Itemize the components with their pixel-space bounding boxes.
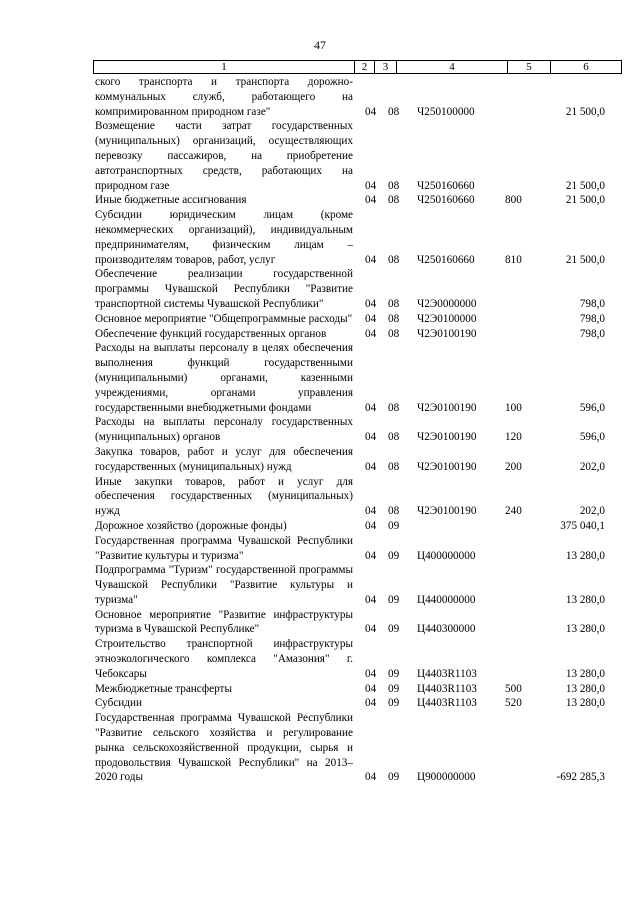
row-description: Межбюджетные трансферты xyxy=(95,682,232,695)
table-row xyxy=(95,75,625,119)
row-description: Обеспечение функций государственных органов xyxy=(95,327,327,340)
row-section: 04 xyxy=(365,623,377,636)
row-section: 04 xyxy=(365,312,377,325)
row-subsection: 09 xyxy=(388,623,400,636)
row-section: 04 xyxy=(365,105,377,118)
table-row xyxy=(95,475,625,519)
row-expense-type: 500 xyxy=(505,682,522,695)
table-row xyxy=(95,696,625,711)
row-target-article: Ц400000000 xyxy=(417,549,476,562)
row-section: 04 xyxy=(365,771,377,784)
table-row xyxy=(95,519,625,534)
table-row xyxy=(95,327,625,342)
row-description: Дорожное хозяйство (дорожные фонды) xyxy=(95,519,287,532)
row-description: Обеспечение реализации государственной программы Чувашской Республики "Развитие транспортной системы Чувашской Республики" xyxy=(95,268,353,310)
row-subsection: 09 xyxy=(388,697,400,710)
row-subsection: 08 xyxy=(388,431,400,444)
table-row xyxy=(95,534,625,564)
page-number: 47 xyxy=(314,38,326,52)
row-section: 04 xyxy=(365,460,377,473)
table-header xyxy=(93,60,622,74)
row-target-article: Ч250160660 xyxy=(417,179,475,192)
row-description: Субсидии юридическим лицам (кроме некоммерческих организаций), индивидуальным предпринимателям, физическим лицам – производителям товаров, работ, услуг xyxy=(95,209,353,266)
row-description: Субсидии xyxy=(95,697,142,710)
row-subsection: 08 xyxy=(388,505,400,518)
row-target-article: Ч2Э0100190 xyxy=(417,505,477,518)
row-expense-type: 800 xyxy=(505,194,522,207)
row-subsection: 08 xyxy=(388,327,400,340)
row-section: 04 xyxy=(365,401,377,414)
row-amount: 13 280,0 xyxy=(565,697,605,710)
row-amount: -692 285,3 xyxy=(556,771,605,784)
row-amount: 375 040,1 xyxy=(560,519,605,532)
row-amount: 202,0 xyxy=(579,460,605,473)
row-subsection: 08 xyxy=(388,194,400,207)
row-target-article: Ц440000000 xyxy=(417,593,476,606)
row-target-article: Ч2Э0100190 xyxy=(417,327,477,340)
row-target-article: Ч2Э0100000 xyxy=(417,312,477,325)
row-amount: 13 280,0 xyxy=(565,682,605,695)
row-amount: 21 500,0 xyxy=(565,179,605,192)
row-expense-type: 200 xyxy=(505,460,522,473)
row-amount: 798,0 xyxy=(579,327,605,340)
row-subsection: 08 xyxy=(388,297,400,310)
table-row xyxy=(95,415,625,445)
row-section: 04 xyxy=(365,593,377,606)
row-amount: 596,0 xyxy=(579,401,605,414)
table-row xyxy=(95,267,625,311)
row-section: 04 xyxy=(365,667,377,680)
row-amount: 202,0 xyxy=(579,505,605,518)
row-description: Расходы на выплаты персоналу государственных (муниципальных) органов xyxy=(95,416,353,444)
row-section: 04 xyxy=(365,431,377,444)
row-section: 04 xyxy=(365,253,377,266)
row-subsection: 08 xyxy=(388,179,400,192)
header-col-6: 6 xyxy=(583,61,589,73)
row-amount: 21 500,0 xyxy=(565,105,605,118)
row-target-article: Ц4403R1103 xyxy=(417,697,477,710)
row-description: Возмещение части затрат государственных (муниципальных) организаций, осуществляющих перевозку пассажиров, на приобретение автотранспортных средств, работающих на природном газе xyxy=(95,120,353,192)
row-target-article: Ч2Э0100190 xyxy=(417,460,477,473)
row-subsection: 09 xyxy=(388,771,400,784)
row-amount: 13 280,0 xyxy=(565,623,605,636)
table-row xyxy=(95,445,625,475)
header-col-2: 2 xyxy=(355,61,375,73)
row-expense-type: 100 xyxy=(505,401,522,414)
row-section: 04 xyxy=(365,697,377,710)
row-subsection: 08 xyxy=(388,253,400,266)
row-section: 04 xyxy=(365,549,377,562)
row-amount: 21 500,0 xyxy=(565,194,605,207)
row-description: Иные закупки товаров, работ и услуг для обеспечения государственных (муниципальных) нужд xyxy=(95,475,353,518)
row-expense-type: 240 xyxy=(505,505,522,518)
row-description: Государственная программа Чувашской Республики "Развитие сельского хозяйства и регулирование рынка сельскохозяйственной продукции, сырья и продовольствия Чувашской Республики" на 2013–2020 годы xyxy=(95,712,353,784)
table-body xyxy=(95,75,625,785)
row-amount: 21 500,0 xyxy=(565,253,605,266)
row-section: 04 xyxy=(365,505,377,518)
row-section: 04 xyxy=(365,327,377,340)
row-amount: 596,0 xyxy=(579,431,605,444)
row-amount: 13 280,0 xyxy=(565,667,605,680)
row-target-article: Ч250160660 xyxy=(417,194,475,207)
row-amount: 798,0 xyxy=(579,297,605,310)
row-expense-type: 810 xyxy=(505,253,522,266)
header-col-3: 3 xyxy=(375,61,397,73)
row-description: Расходы на выплаты персоналу в целях обеспечения выполнения функций государственными (муниципальными) органами, казенными учреждениями, органами управления государственными внебюджетными фондами xyxy=(95,342,353,414)
row-description: Строительство транспортной инфраструктуры этноэкологического комплекса "Амазония" г. Чебоксары xyxy=(95,638,353,680)
header-col-4: 4 xyxy=(397,61,508,73)
header-col-1: 1 xyxy=(94,61,355,73)
table-row xyxy=(95,563,625,607)
row-description: Иные бюджетные ассигнования xyxy=(95,194,247,207)
row-subsection: 08 xyxy=(388,401,400,414)
row-section: 04 xyxy=(365,179,377,192)
row-section: 04 xyxy=(365,194,377,207)
row-subsection: 09 xyxy=(388,667,400,680)
row-amount: 13 280,0 xyxy=(565,593,605,606)
row-subsection: 08 xyxy=(388,105,400,118)
row-description: Основное мероприятие "Развитие инфраструктуры туризма в Чувашской Республике" xyxy=(95,608,353,636)
row-description: Государственная программа Чувашской Республики "Развитие культуры и туризма" xyxy=(95,534,353,562)
row-target-article: Ц4403R1103 xyxy=(417,682,477,695)
table-row xyxy=(95,608,625,638)
row-section: 04 xyxy=(365,682,377,695)
table-row xyxy=(95,341,625,415)
row-description: Закупка товаров, работ и услуг для обеспечения государственных (муниципальных) нужд xyxy=(95,445,353,473)
table-row xyxy=(95,312,625,327)
row-subsection: 09 xyxy=(388,682,400,695)
row-target-article: Ц900000000 xyxy=(417,771,476,784)
row-subsection: 08 xyxy=(388,312,400,325)
row-target-article: Ц4403R1103 xyxy=(417,667,477,680)
row-target-article: Ч2Э0100190 xyxy=(417,401,477,414)
row-target-article: Ч250160660 xyxy=(417,253,475,266)
row-subsection: 08 xyxy=(388,460,400,473)
table-row xyxy=(95,208,625,267)
row-subsection: 09 xyxy=(388,519,400,532)
row-description: ского транспорта и транспорта дорожно-коммунальных служб, работающего на компримированном природном газе" xyxy=(95,76,353,118)
table-row xyxy=(95,119,625,193)
table-row xyxy=(95,193,625,208)
row-target-article: Ч2Э0100190 xyxy=(417,431,477,444)
row-amount: 13 280,0 xyxy=(565,549,605,562)
row-target-article: Ч250100000 xyxy=(417,105,475,118)
row-subsection: 09 xyxy=(388,549,400,562)
row-section: 04 xyxy=(365,519,377,532)
row-subsection: 09 xyxy=(388,593,400,606)
table-row xyxy=(95,637,625,681)
table-row xyxy=(95,711,625,785)
row-expense-type: 520 xyxy=(505,697,522,710)
row-description: Основное мероприятие "Общепрограммные расходы" xyxy=(95,312,353,325)
row-section: 04 xyxy=(365,297,377,310)
row-target-article: Ц440300000 xyxy=(417,623,476,636)
table-row xyxy=(95,682,625,697)
row-amount: 798,0 xyxy=(579,312,605,325)
row-description: Подпрограмма "Туризм" государственной программы Чувашской Республики "Развитие культуры и туризма" xyxy=(95,564,353,606)
header-col-5: 5 xyxy=(508,61,551,73)
row-target-article: Ч2Э0000000 xyxy=(417,297,477,310)
row-expense-type: 120 xyxy=(505,431,522,444)
